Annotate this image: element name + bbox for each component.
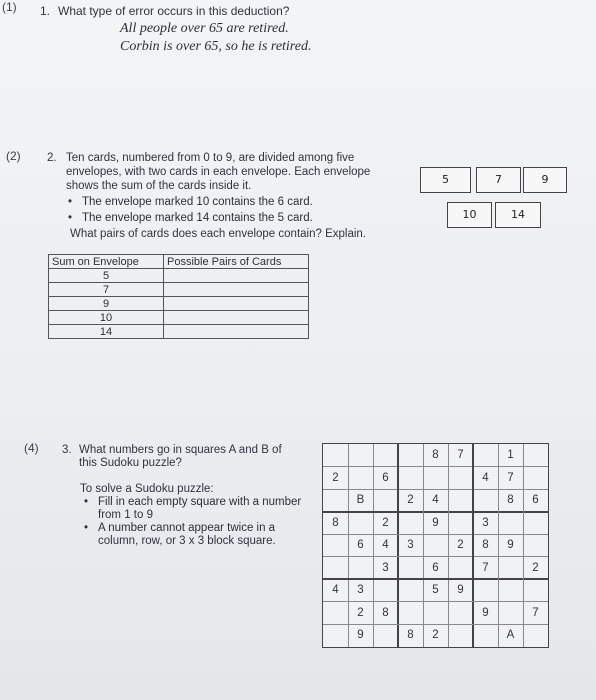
sudoku-cell (423, 602, 448, 625)
sudoku-grid (322, 443, 549, 648)
table-cell-sum: 10 (49, 311, 164, 325)
sudoku-cell (323, 534, 348, 557)
table-cell-sum: 9 (49, 297, 164, 311)
q2-question: What pairs of cards does each envelope contain? Explain. (70, 228, 366, 240)
sudoku-cell (348, 444, 373, 467)
sudoku-cell: 8 (407, 629, 414, 642)
sudoku-cell: 9 (507, 539, 514, 552)
sudoku-cell (398, 444, 423, 467)
sudoku-cell: 2 (407, 494, 414, 507)
table-header-sum: Sum on Envelope (49, 255, 164, 269)
sudoku-cell (373, 624, 398, 647)
envelope-5-label: 5 (442, 173, 449, 186)
sudoku-cell (323, 444, 348, 467)
sudoku-cell (498, 602, 523, 625)
q4-question-line-2: this Sudoku puzzle? (79, 457, 182, 469)
table-cell-pairs[interactable] (164, 297, 309, 311)
sudoku-cell: 4 (482, 471, 489, 484)
sudoku-cell (323, 557, 348, 580)
sudoku-cell (398, 557, 423, 580)
sudoku-rule-2-line-2: column, row, or 3 x 3 block square. (98, 535, 276, 547)
sudoku-cell (523, 444, 548, 467)
sudoku-cell (323, 489, 348, 512)
sudoku-cell: 7 (532, 606, 539, 619)
sudoku-cell: 3 (357, 584, 364, 597)
table-cell-sum: 14 (49, 325, 164, 339)
sudoku-rule-1-line-2: from 1 to 9 (98, 509, 153, 521)
q2-bullet-2-text: The envelope marked 14 contains the 5 card. (82, 212, 313, 224)
sudoku-cell (373, 579, 398, 602)
envelope-9-label: 9 (541, 173, 549, 186)
sudoku-cell: 3 (482, 516, 489, 529)
sudoku-cell (473, 489, 498, 512)
table-cell-pairs[interactable] (164, 325, 309, 339)
sudoku-cell: 7 (482, 561, 489, 574)
sudoku-cell (448, 602, 473, 625)
sudoku-cell: 6 (357, 539, 364, 552)
sudoku-cell: 3 (382, 561, 389, 574)
sums-table (48, 254, 309, 339)
sudoku-rule-1: • Fill in each empty square with a number (84, 496, 302, 508)
sudoku-cell: 5 (432, 584, 439, 597)
sudoku-cell (498, 579, 523, 602)
sudoku-cell (323, 624, 348, 647)
sudoku-cell (448, 624, 473, 647)
sudoku-cell (398, 467, 423, 490)
sudoku-cell (523, 467, 548, 490)
sudoku-cell: 7 (457, 449, 464, 461)
sudoku-cell (373, 489, 398, 512)
sudoku-cell (323, 602, 348, 625)
q2-marker: (2) (6, 149, 21, 163)
sudoku-cell: 9 (357, 629, 364, 642)
table-row (49, 311, 309, 325)
q2-text-line-3: shows the sum of the cards inside it. (66, 180, 252, 192)
envelope-5 (420, 167, 471, 193)
sudoku-cell (423, 467, 448, 490)
sudoku-cell (448, 512, 473, 535)
sudoku-rule-1-line-1: Fill in each empty square with a number (98, 496, 302, 508)
q4-marker: (4) (24, 441, 39, 455)
q1-question: What type of error occurs in this deduction? (58, 4, 290, 18)
q1-premise-2: Corbin is over 65, so he is retired. (120, 39, 312, 54)
sudoku-cell (473, 444, 498, 467)
table-cell-pairs[interactable] (164, 311, 309, 325)
table-cell-sum: 7 (49, 283, 164, 297)
q1-premise-1: All people over 65 are retired. (120, 21, 289, 36)
sudoku-instructions-title: To solve a Sudoku puzzle: (80, 483, 214, 495)
sudoku-cell: 1 (507, 449, 514, 461)
sudoku-rule-2-line-1: A number cannot appear twice in a (98, 522, 276, 534)
sudoku-cell: 2 (457, 539, 464, 552)
sudoku-cell (523, 579, 548, 602)
sudoku-cell: 4 (382, 539, 389, 552)
sudoku-cell: 9 (432, 516, 439, 529)
sudoku-cell: A (506, 629, 515, 642)
sudoku-cell: 3 (407, 539, 414, 552)
sudoku-cell: 2 (332, 471, 339, 484)
sudoku-cell (348, 467, 373, 490)
q2-text-line-1: Ten cards, numbered from 0 to 9, are divided among five (66, 152, 355, 164)
q2-bullet-1: • The envelope marked 10 contains the 6 card. (68, 196, 313, 208)
q1-number: 1. (40, 4, 51, 18)
envelope-14-label: 14 (511, 208, 525, 221)
table-header-row (49, 255, 309, 269)
sudoku-cell (423, 534, 448, 557)
sudoku-cell (398, 579, 423, 602)
sudoku-cell (473, 579, 498, 602)
q2-number: 2. (47, 152, 57, 164)
sudoku-cell (523, 534, 548, 557)
sudoku-cell: 4 (332, 584, 339, 597)
sudoku-cell: 8 (482, 539, 489, 552)
sudoku-cell: 8 (507, 494, 514, 507)
q2-bullet-2: • The envelope marked 14 contains the 5 card. (68, 212, 313, 224)
sudoku-cell: 7 (507, 471, 514, 484)
sudoku-cell: 2 (532, 561, 539, 574)
q2-bullet-1-text: The envelope marked 10 contains the 6 card. (82, 196, 313, 208)
sudoku-cell: 8 (432, 449, 439, 461)
sudoku-cell: 6 (382, 471, 389, 484)
table-row (49, 269, 309, 283)
sudoku-cell: 2 (432, 629, 439, 642)
sudoku-cell (373, 444, 398, 467)
sudoku-cell: 2 (382, 516, 389, 529)
envelope-9 (523, 167, 567, 193)
table-row (49, 325, 309, 339)
sudoku-cell: 8 (332, 516, 339, 529)
q4-question-line-1: What numbers go in squares A and B of (79, 444, 282, 456)
table-cell-sum: 5 (49, 269, 164, 283)
table-cell-pairs[interactable] (164, 283, 309, 297)
sudoku-cell (398, 512, 423, 535)
sudoku-cell (448, 467, 473, 490)
q4-number: 3. (62, 444, 72, 456)
sudoku-cell: 9 (482, 606, 489, 619)
sudoku-cell (448, 489, 473, 512)
sudoku-cell: 6 (432, 561, 439, 574)
table-cell-pairs[interactable] (164, 269, 309, 283)
sudoku-rule-2: • A number cannot appear twice in a (84, 522, 276, 534)
envelope-10 (447, 202, 492, 228)
sudoku-cell (348, 512, 373, 535)
sudoku-cell (448, 557, 473, 580)
sudoku-cell (473, 624, 498, 647)
sudoku-cell (398, 602, 423, 625)
q2-text-line-2: envelopes, with two cards in each envelope. Each envelope (66, 166, 371, 178)
sudoku-cell: 9 (457, 584, 464, 597)
sudoku-cell (523, 512, 548, 535)
sudoku-cell (348, 557, 373, 580)
q1-marker: (1) (2, 0, 17, 14)
sudoku-cell: 6 (532, 494, 539, 507)
sudoku-cell: B (356, 494, 365, 507)
table-row (49, 283, 309, 297)
sudoku-cell: 2 (357, 606, 364, 619)
sudoku-cell: 4 (432, 494, 439, 507)
sudoku-cell: 8 (382, 606, 389, 619)
envelope-7-label: 7 (495, 173, 502, 186)
envelope-7 (476, 167, 521, 193)
sudoku-cell (498, 557, 523, 580)
envelope-14 (495, 202, 541, 228)
table-row (49, 297, 309, 311)
sudoku-cell (523, 624, 548, 647)
envelope-10-label: 10 (462, 208, 477, 221)
sudoku-cell (498, 512, 523, 535)
table-header-pairs: Possible Pairs of Cards (164, 255, 309, 269)
